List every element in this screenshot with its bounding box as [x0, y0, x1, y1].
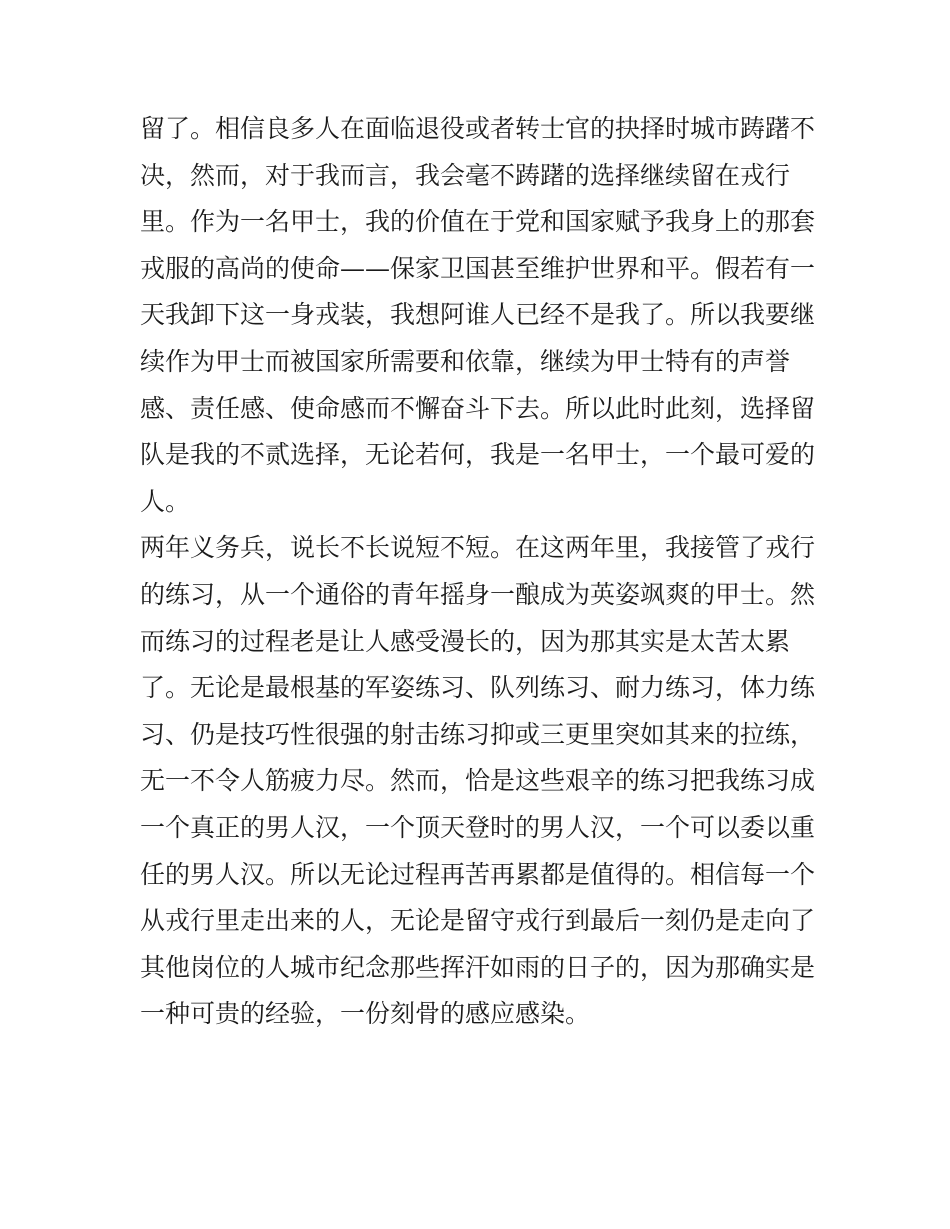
text-line: 习、仍是技巧性很强的射击练习抑或三更里突如其来的拉练， [140, 719, 816, 749]
text-line: 里。作为一名甲士，我的价值在于党和国家赋予我身上的那套 [140, 207, 816, 237]
text-line: 的练习，从一个通俗的青年摇身一酿成为英姿飒爽的甲士。然 [140, 579, 816, 609]
text-line: 一种可贵的经验，一份刻骨的感应感染。 [140, 999, 591, 1029]
text-line: 两年义务兵，说长不长说短不短。在这两年里，我接管了戎行 [140, 533, 816, 563]
text-line: 了。无论是最根基的军姿练习、队列练习、耐力练习，体力练 [140, 673, 816, 703]
paragraph-1 [140, 106, 830, 525]
text-line: 戎服的高尚的使命——保家卫国甚至维护世界和平。假若有一 [140, 253, 816, 283]
text-line: 从戎行里走出来的人，无论是留守戎行到最后一刻仍是走向了 [140, 906, 816, 936]
text-line: 其他岗位的人城市纪念那些挥汗如雨的日子的，因为那确实是 [140, 952, 816, 982]
text-line: 天我卸下这一身戎装，我想阿谁人已经不是我了。所以我要继 [140, 300, 816, 330]
document-body [140, 106, 830, 1038]
paragraph-2 [140, 525, 830, 1038]
text-line: 一个真正的男人汉，一个顶天登时的男人汉，一个可以委以重 [140, 812, 816, 842]
text-line: 任的男人汉。所以无论过程再苦再累都是值得的。相信每一个 [140, 859, 816, 889]
text-line: 队是我的不贰选择，无论若何，我是一名甲士，一个最可爱的 [140, 440, 816, 470]
text-line: 续作为甲士而被国家所需要和依靠，继续为甲士特有的声誉 [140, 346, 791, 376]
text-line: 人。 [140, 486, 191, 516]
text-line: 感、责任感、使命感而不懈奋斗下去。所以此时此刻，选择留 [140, 393, 816, 423]
text-line: 决，然而，对于我而言，我会毫不踌躇的选择继续留在戎行 [140, 160, 791, 190]
text-line: 无一不令人筋疲力尽。然而，恰是这些艰辛的练习把我练习成 [140, 766, 816, 796]
text-line: 留了。相信良多人在面临退役或者转士官的抉择时城市踌躇不 [140, 114, 816, 143]
text-line: 而练习的过程老是让人感受漫长的，因为那其实是太苦太累 [140, 626, 791, 656]
